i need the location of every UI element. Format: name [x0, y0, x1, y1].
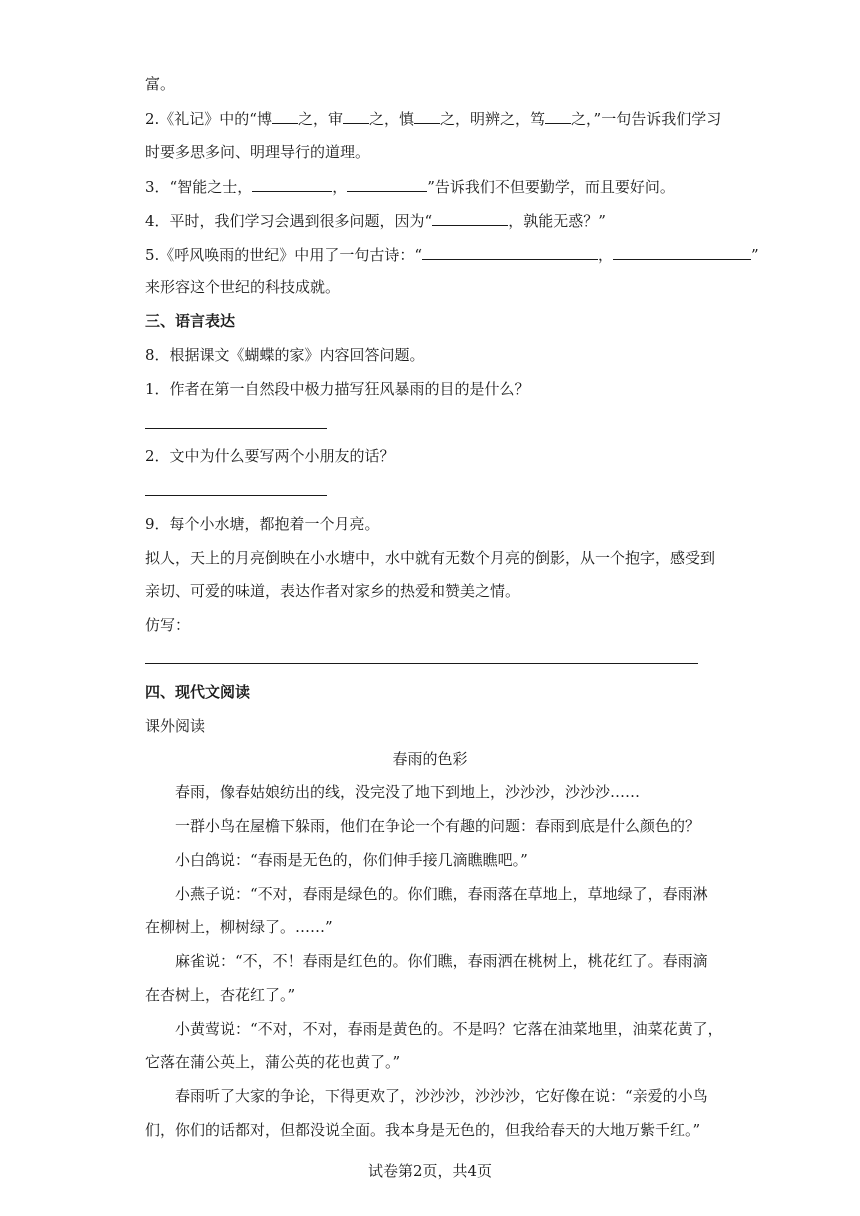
answer-blank[interactable]	[545, 107, 571, 124]
answer-line[interactable]	[145, 428, 327, 429]
text-line: 亲切、可爱的味道，表达作者对家乡的热爱和赞美之情。	[145, 582, 521, 600]
story-paragraph: 一群小鸟在屋檐下躲雨，他们在争论一个有趣的问题：春雨到底是什么颜色的？	[175, 817, 701, 835]
story-paragraph: 们，你们的话都对，但都没说全面。我本身是无色的，但我给春天的大地万紫千红。”	[145, 1121, 701, 1139]
answer-blank[interactable]	[414, 107, 440, 124]
story-paragraph: 它落在蒲公英上，蒲公英的花也黄了。”	[145, 1053, 401, 1071]
answer-blank[interactable]	[432, 209, 508, 226]
story-paragraph: 春雨听了大家的争论，下得更欢了，沙沙沙，沙沙沙，它好像在说：“亲爱的小鸟	[175, 1087, 708, 1105]
answer-blank[interactable]	[252, 175, 332, 192]
answer-blank[interactable]	[613, 243, 751, 260]
text-line: 课外阅读	[145, 717, 206, 735]
text-line: 时要多思多问、明理导行的道理。	[145, 143, 371, 161]
question-5: 5.《呼风唤雨的世纪》中用了一句古诗：“ ， ”	[145, 243, 759, 266]
imitation-label: 仿写：	[145, 616, 191, 634]
question-9: 9．每个小水塘，都抱着一个月亮。	[145, 515, 380, 533]
story-paragraph: 麻雀说：“不，不！春雨是红色的。你们瞧，春雨洒在桃树上，桃花红了。春雨滴	[175, 952, 708, 970]
question-2: 2.《礼记》中的“博 之，审 之，慎 之，明辨之，笃 之，”一句告诉我们学习	[145, 107, 721, 130]
story-title: 春雨的色彩	[392, 750, 468, 768]
text-line: 富。	[145, 75, 176, 93]
question-8-1: 1．作者在第一自然段中极力描写狂风暴雨的目的是什么？	[145, 380, 530, 398]
text-line: 拟人，天上的月亮倒映在小水塘中，水中就有无数个月亮的倒影，从一个抱字，感受到	[145, 549, 716, 567]
story-paragraph: 小白鸽说：“春雨是无色的，你们伸手接几滴瞧瞧吧。”	[175, 851, 528, 869]
section-heading: 三、语言表达	[145, 312, 236, 330]
question-3: 3．“智能之士， ， ”告诉我们不但要勤学，而且要好问。	[145, 175, 675, 198]
answer-blank[interactable]	[272, 107, 298, 124]
question-8-2: 2．文中为什么要写两个小朋友的话？	[145, 447, 395, 465]
text-line: 来形容这个世纪的科技成就。	[145, 278, 341, 296]
question-4: 4．平时，我们学习会遇到很多问题，因为“ ，孰能无惑？”	[145, 209, 606, 232]
answer-blank[interactable]	[422, 243, 598, 260]
answer-blank[interactable]	[343, 107, 369, 124]
page-footer: 试卷第2页，共4页	[367, 1162, 493, 1180]
story-paragraph: 小燕子说：“不对，春雨是绿色的。你们瞧，春雨落在草地上，草地绿了，春雨淋	[175, 885, 708, 903]
answer-blank[interactable]	[347, 175, 427, 192]
story-paragraph: 春雨，像春姑娘纺出的线，没完没了地下到地上，沙沙沙，沙沙沙……	[175, 783, 641, 801]
section-heading: 四、现代文阅读	[145, 683, 251, 701]
story-paragraph: 小黄莺说：“不对，不对，春雨是黄色的。不是吗？它落在油菜地里，油菜花黄了，	[175, 1020, 723, 1038]
answer-line[interactable]	[145, 495, 327, 496]
story-paragraph: 在柳树上，柳树绿了。……”	[145, 918, 333, 936]
answer-line[interactable]	[145, 663, 698, 664]
question-8: 8．根据课文《蝴蝶的家》内容回答问题。	[145, 346, 425, 364]
story-paragraph: 在杏树上，杏花红了。”	[145, 986, 296, 1004]
